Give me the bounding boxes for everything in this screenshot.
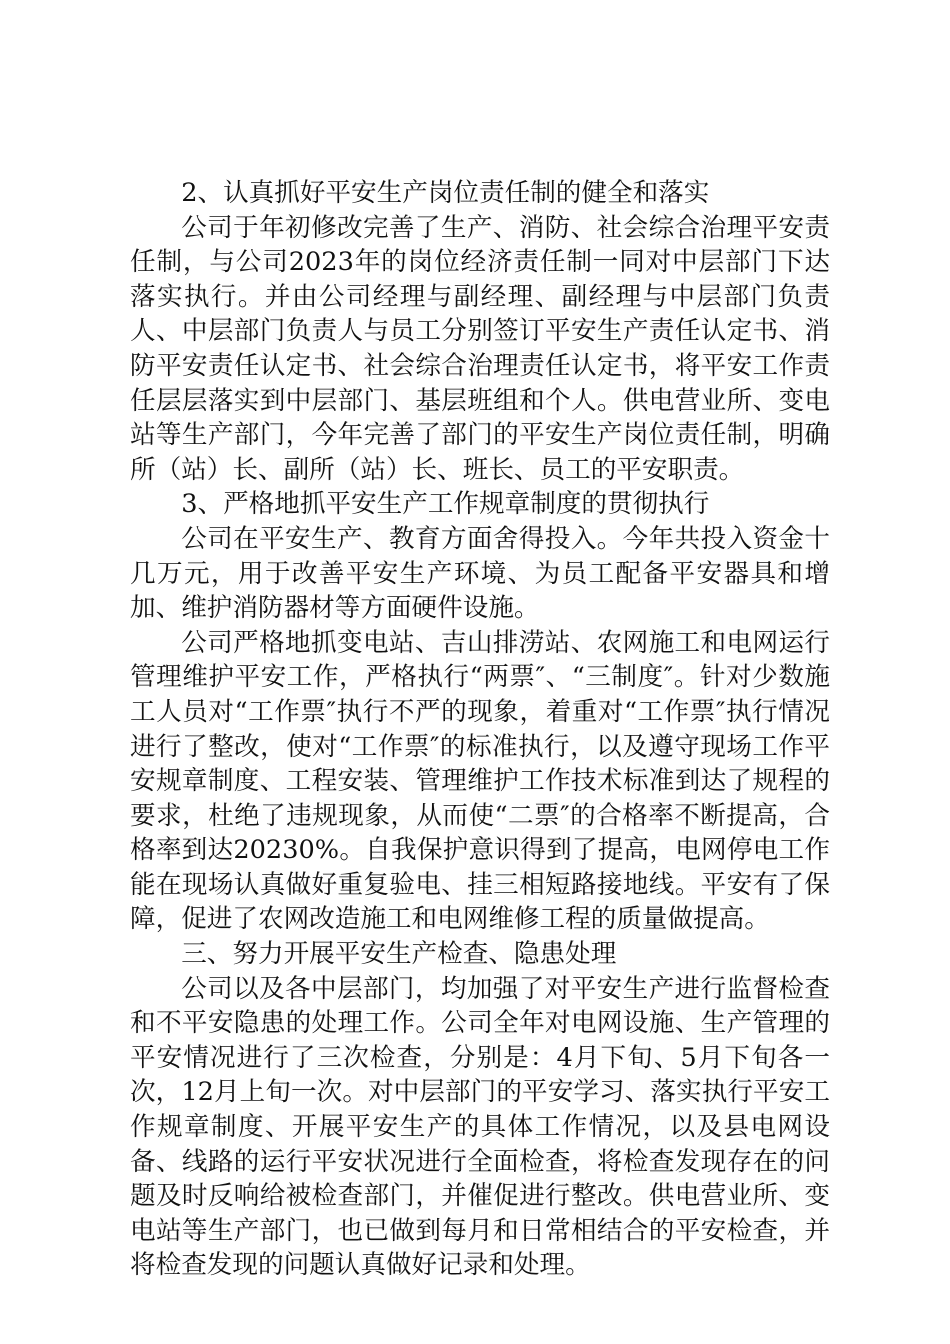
body-paragraph: 公司以及各中层部门，均加强了对平安生产进行监督检查和不平安隐患的处理工作。公司全年对电网设施、生产管理的平安情况进行了三次检查，分别是：4月下旬、5月下旬各一次，12月上旬一次。对中层部门的平安学习、落实执行平安工作规章制度、开展平安生产的具体工作情况，以及县电网设备、线路的运行平安状况进行全面检查，将检查发现存在的问题及时反响给被检查部门，并催促进行整改。供电营业所、变电站等生产部门，也已做到每月和日常相结合的平安检查，并将检查发现的问题认真做好记录和处理。 bbox=[130, 973, 830, 1281]
section-heading: 3、严格地抓平安生产工作规章制度的贯彻执行 bbox=[181, 489, 710, 520]
body-paragraph: 公司于年初修改完善了生产、消防、社会综合治理平安责任制，与公司2023年的岗位经济责任制一同对中层部门下达落实执行。并由公司经理与副经理、副经理与中层部门负责人、中层部门负责人与员工分别签订平安生产责任认定书、消防平安责任认定书、社会综合治理责任认定书，将平安工作责任层层落实到中层部门、基层班组和个人。供电营业所、变电站等生产部门，今年完善了部门的平安生产岗位责任制，明确所（站）长、副所（站）长、班长、员工的平安职责。 bbox=[130, 212, 830, 485]
body-paragraph: 公司严格地抓变电站、吉山排涝站、农网施工和电网运行管理维护平安工作，严格执行“两票″、“三制度″。针对少数施工人员对“工作票″执行不严的现象，着重对“工作票″执行情况进行了整改，使对“工作票″的标准执行，以及遵守现场工作平安规章制度、工程安装、管理维护工作技术标准到达了规程的要求，杜绝了违规现象，从而使“二票″的合格率不断提高，合格率到达20230%。自我保护意识得到了提高，电网停电工作能在现场认真做好重复验电、挂三相短路接地线。平安有了保障，促进了农网改造施工和电网维修工程的质量做提高。 bbox=[130, 627, 830, 935]
document-body bbox=[130, 176, 830, 1283]
section-heading: 2、认真抓好平安生产岗位责任制的健全和落实 bbox=[181, 178, 710, 208]
body-paragraph: 公司在平安生产、教育方面舍得投入。今年共投入资金十几万元，用于改善平安生产环境、为员工配备平安器具和增加、维护消防器材等方面硬件设施。 bbox=[130, 523, 830, 624]
section-heading: 三、努力开展平安生产检查、隐患处理 bbox=[181, 939, 617, 970]
